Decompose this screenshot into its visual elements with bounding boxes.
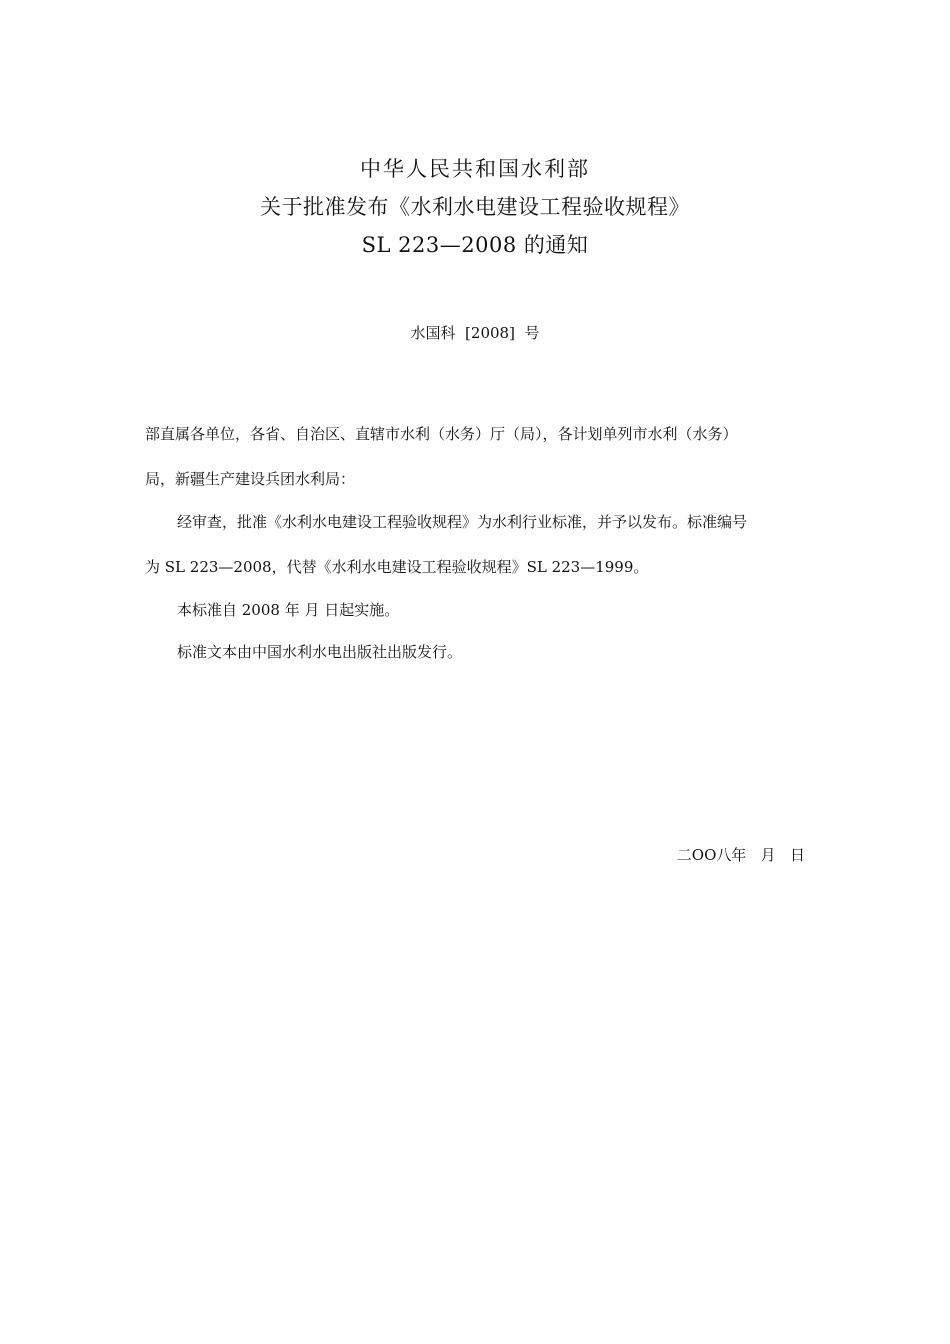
addressee-line-1: 部直属各单位，各省、自治区、直辖市水利（水务）厅（局），各计划单列市水利（水务） (145, 425, 738, 443)
title-line-subject: 关于批准发布《水利水电建设工程验收规程》 (260, 195, 690, 219)
document-number: 水国科 [2008] 号 (410, 324, 540, 342)
title-line-standard: SL 223—2008 的通知 (361, 233, 589, 257)
notice-body (145, 418, 807, 668)
addressee-line-2: 局，新疆生产建设兵团水利局： (145, 470, 356, 488)
publisher-paragraph: 标准文本由中国水利水电出版社出版发行。 (177, 643, 463, 661)
implementation-paragraph: 本标准自 2008 年 月 日起实施。 (177, 601, 400, 619)
review-paragraph-line-2: 为 SL 223—2008，代替《水利水电建设工程验收规程》SL 223—1999。 (145, 558, 649, 576)
title-line-ministry: 中华人民共和国水利部 (360, 157, 590, 181)
review-paragraph-line-1: 经审查，批准《水利水电建设工程验收规程》为水利行业标准，并予以发布。标准编号 (177, 513, 748, 531)
notice-title (0, 150, 950, 264)
issue-date: 二OO八年 月 日 (676, 846, 805, 864)
